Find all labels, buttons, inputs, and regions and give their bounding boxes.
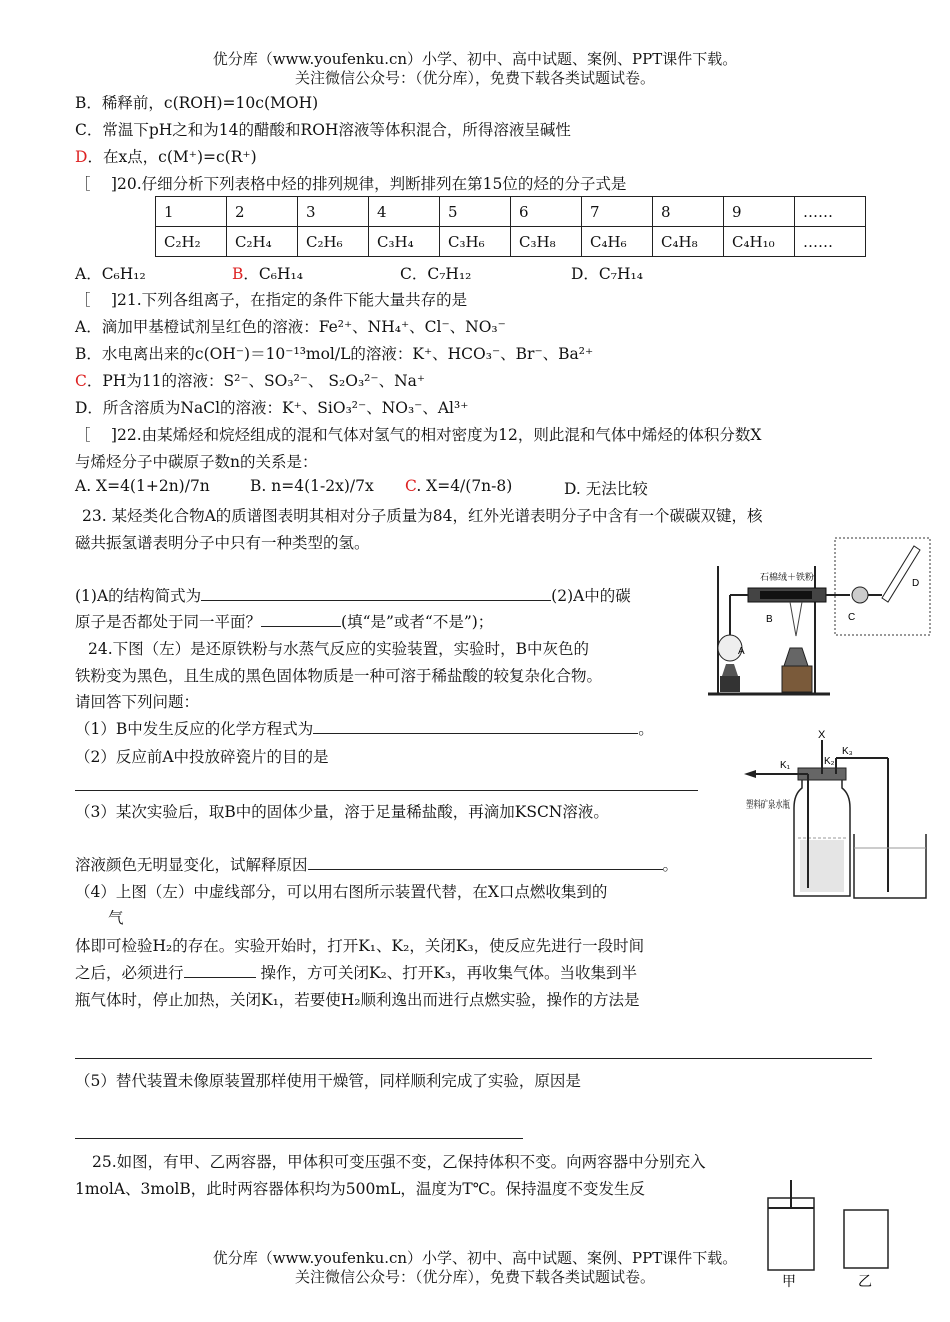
q20-option-c: C．C₇H₁₂ <box>400 265 472 283</box>
q24-intro-1: 24.下图（左）是还原铁粉与水蒸气反应的实验装置，实验时，B中灰色的 <box>88 640 590 658</box>
table-cell: C₄H₈ <box>653 227 724 257</box>
table-cell: 4 <box>369 197 440 227</box>
q19-option-c: C．常温下pH之和为14的醋酸和ROH溶液等体积混合，所得溶液呈碱性 <box>75 121 571 139</box>
label-k1: K₁ <box>780 760 791 771</box>
header-line-2: 关注微信公众号：（优分库），免费下载各类试题试卷。 <box>294 69 655 87</box>
q20-stem: ［ ]20.仔细分析下列表格中烃的排列规律，判断排列在第15位的烃的分子式是 <box>75 175 627 193</box>
q22-option-d: D. 无法比较 <box>564 480 648 498</box>
q19-option-b: B．稀释前，c(ROH)=10c(MOH) <box>75 94 319 112</box>
q22-stem-line-1: ［ ]22.由某烯烃和烷烃组成的混和气体对氢气的相对密度为12，则此混和气体中烯烃的体积分数X <box>75 426 762 444</box>
burner-base-a <box>720 676 740 692</box>
table-row <box>156 197 866 227</box>
table-cell: …… <box>795 227 866 257</box>
inlet-arrow-icon <box>744 770 756 778</box>
q23-stem-line-2: 磁共振氢谱表明分子中只有一种类型的氢。 <box>75 534 370 552</box>
iron-powder <box>760 591 812 599</box>
answer-blank[interactable] <box>313 718 638 734</box>
option-text: ．在x点，c(M⁺)=c(R⁺) <box>87 148 257 166</box>
q24-part-3b-label: 溶液颜色无明显变化，试解释原因 <box>75 856 308 874</box>
q23-stem-line-1: 23. 某烃类化合物A的质谱图表明其相对分子质量为84，红外光谱表明分子中含有一个碳碳双键，核 <box>82 507 763 525</box>
q24-part-4d-text: 操作，方可关闭K₂、打开K₃，再收集气体。当收集到半 <box>255 964 638 982</box>
q21-option-a: A．滴加甲基橙试剂呈红色的溶液：Fe²⁺、NH₄⁺、Cl⁻、NO₃⁻ <box>75 318 506 336</box>
label-jia: 甲 <box>782 1274 796 1290</box>
q19-option-d <box>75 145 257 167</box>
q24-part-3b <box>75 853 678 875</box>
q21-option-d: D．所含溶质为NaCl的溶液：K⁺、SiO₃²⁻、NO₃⁻、Al³⁺ <box>75 399 469 417</box>
table-cell: 6 <box>511 197 582 227</box>
q21-option-b: B．水电离出来的c(OH⁻)＝10⁻¹³mol/L的溶液：K⁺、HCO₃⁻、Br⁻、Ba²⁺ <box>75 345 594 363</box>
option-text: ．C₆H₁₄ <box>243 265 303 283</box>
drying-tube-c <box>852 587 868 603</box>
footer-line-2: 关注微信公众号：（优分库），免费下载各类试题试卷。 <box>294 1268 655 1286</box>
period: 。 <box>638 720 654 738</box>
answer-blank[interactable] <box>261 611 341 627</box>
q24-part-4e: 瓶气体时，停止加热，关闭K₁，若要使H₂顺利逸出而进行点燃实验，操作的方法是 <box>75 991 640 1009</box>
q23-part-2-question: 原子是否都处于同一平面？ <box>75 613 262 631</box>
table-cell: C₄H₁₀ <box>724 227 795 257</box>
answer-line[interactable] <box>75 790 698 791</box>
q24-part-4a: （4）上图（左）中虚线部分，可以用右图所示装置代替，在X口点燃收集到的 <box>75 883 608 901</box>
bottle-collection-apparatus-diagram <box>742 728 930 900</box>
containers-diagram <box>760 1178 900 1294</box>
label-bottle: 塑料矿泉水瓶 <box>746 800 806 811</box>
table-cell: …… <box>795 197 866 227</box>
label-asbestos-iron: 石棉绒＋铁粉 <box>760 572 815 582</box>
wood-block <box>782 666 812 692</box>
label-k2: K₂ <box>824 756 835 767</box>
q20-option-b <box>232 262 303 284</box>
answer-blank[interactable] <box>308 854 663 870</box>
q24-part-4d <box>75 961 637 983</box>
table-cell: C₃H₆ <box>440 227 511 257</box>
q22-option-b: B. n=4(1-2x)/7x <box>250 477 374 495</box>
table-cell: C₂H₂ <box>156 227 227 257</box>
q20-option-a: A．C₆H₁₂ <box>75 265 146 283</box>
q21-option-c <box>75 369 425 391</box>
q23-part-2-label: (2)A中的碳 <box>551 587 631 605</box>
table-cell: C₄H₆ <box>582 227 653 257</box>
table-cell: C₃H₄ <box>369 227 440 257</box>
water <box>800 840 844 892</box>
q24-part-4c: 体即可检验H₂的存在。实验开始时，打开K₁、K₂，关闭K₃，使反应先进行一段时间 <box>75 937 645 955</box>
table-cell: C₂H₆ <box>298 227 369 257</box>
period: 。 <box>662 856 679 874</box>
q24-part-4b: 气 <box>108 909 124 927</box>
q25-stem-line-1: 25.如图，有甲、乙两容器，甲体积可变压强不变，乙保持体积不变。向两容器中分别充入 <box>92 1153 706 1171</box>
hydrocarbon-table <box>155 196 866 257</box>
label-k3: K₃ <box>842 746 853 757</box>
table-cell: 1 <box>156 197 227 227</box>
q23-part-2 <box>75 610 493 632</box>
table-cell: 2 <box>227 197 298 227</box>
table-cell: 7 <box>582 197 653 227</box>
table-cell: 8 <box>653 197 724 227</box>
test-tube-d <box>882 546 920 602</box>
answer-blank[interactable] <box>201 585 551 601</box>
table-cell: C₃H₈ <box>511 227 582 257</box>
label-d: D <box>912 578 920 589</box>
header-line-1: 优分库（www.youfenku.cn）小学、初中、高中试题、案例、PPT课件下载。 <box>212 50 738 68</box>
burner-b <box>784 648 808 666</box>
answer-line[interactable] <box>75 1138 523 1139</box>
q23-part-2-hint: (填“是”或者“不是”)； <box>341 613 494 631</box>
answer-letter: B <box>232 265 244 283</box>
q23-part-1 <box>75 584 631 606</box>
q22-option-a: A. X=4(1+2n)/7n <box>75 477 210 495</box>
label-b: B <box>766 614 773 625</box>
answer-line[interactable] <box>75 1058 872 1059</box>
q22-option-c <box>405 477 512 495</box>
q24-part-2: （2）反应前A中投放碎瓷片的目的是 <box>75 748 329 766</box>
container-yi <box>844 1210 888 1268</box>
label-yi: 乙 <box>858 1274 872 1290</box>
burner-a <box>722 664 738 676</box>
option-text: . X=4/(7n-8) <box>416 477 513 495</box>
label-a: A <box>738 646 745 657</box>
q25-stem-line-2: 1molA、3molB，此时两容器体积均为500mL，温度为T℃。保持温度不变发生反 <box>75 1180 646 1198</box>
label-c: C <box>848 612 856 623</box>
q24-intro-2: 铁粉变为黑色，且生成的黑色固体物质是一种可溶于稀盐酸的较复杂化合物。 <box>75 667 603 685</box>
table-cell: 5 <box>440 197 511 227</box>
answer-letter: C <box>75 372 87 390</box>
beaker <box>854 834 926 898</box>
answer-letter: D <box>75 148 88 166</box>
option-text: ．PH为11的溶液：S²⁻、SO₃²⁻、 S₂O₃²⁻、Na⁺ <box>86 372 426 390</box>
q24-part-4d-label: 之后，必须进行 <box>75 964 184 982</box>
label-x: X <box>818 729 826 741</box>
flame-b <box>790 602 802 636</box>
table-cell: 3 <box>298 197 369 227</box>
q24-intro-3: 请回答下列问题： <box>75 693 200 711</box>
footer-line-1: 优分库（www.youfenku.cn）小学、初中、高中试题、案例、PPT课件下载。 <box>212 1249 738 1267</box>
q22-stem-line-2: 与烯烃分子中碳原子数n的关系是： <box>75 453 318 471</box>
answer-blank[interactable] <box>184 962 256 978</box>
q24-part-1-label: （1）B中发生反应的化学方程式为 <box>75 720 314 738</box>
table-cell: 9 <box>724 197 795 227</box>
q21-stem: ［ ]21.下列各组离子，在指定的条件下能大量共存的是 <box>75 291 468 309</box>
q20-option-d: D．C₇H₁₄ <box>571 265 643 283</box>
table-cell: C₂H₄ <box>227 227 298 257</box>
answer-letter: C <box>405 477 417 495</box>
q24-part-3: （3）某次实验后，取B中的固体少量，溶于足量稀盐酸，再滴加KSCN溶液。 <box>75 803 609 821</box>
q24-part-1 <box>75 717 654 739</box>
table-row <box>156 227 866 257</box>
q24-part-5: （5）替代装置未像原装置那样使用干燥管，同样顺利完成了实验，原因是 <box>75 1072 581 1090</box>
iron-steam-apparatus-diagram <box>700 536 932 698</box>
q23-part-1-label: (1)A的结构简式为 <box>75 587 202 605</box>
